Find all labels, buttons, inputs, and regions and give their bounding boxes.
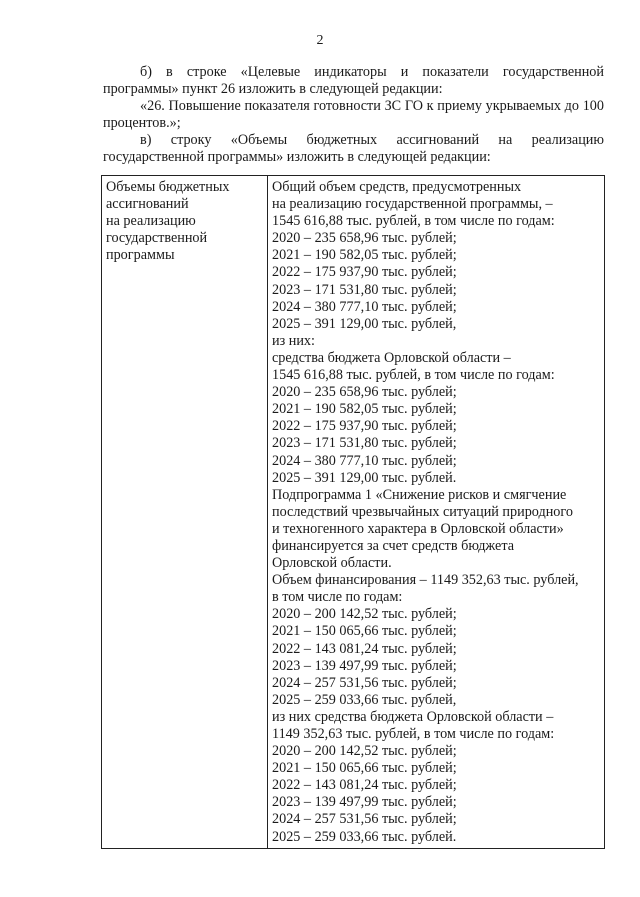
content-line: 2022 – 175 937,90 тыс. рублей;: [272, 418, 457, 435]
content-line: 2022 – 143 081,24 тыс. рублей;: [272, 640, 457, 657]
intro-paragraph-v: в) строку «Объемы бюджетных ассигнований на реализацию государственной программы» изложить в следующей редакции:: [103, 132, 604, 165]
content-line: 2020 – 200 142,52 тыс. рублей;: [272, 606, 457, 623]
label-line: Объемы бюджетных: [106, 179, 230, 195]
content-line: 2025 – 391 129,00 тыс. рублей.: [272, 469, 457, 486]
content-line: 2025 – 259 033,66 тыс. рублей.: [272, 828, 457, 845]
content-line: Объем финансирования – 1149 352,63 тыс. рублей,: [272, 572, 579, 589]
content-line: Подпрограмма 1 «Снижение рисков и смягчение: [272, 486, 567, 503]
content-line: 1149 352,63 тыс. рублей, в том числе по годам:: [272, 726, 555, 742]
content-line: 2025 – 391 129,00 тыс. рублей,: [272, 315, 457, 332]
content-line: последствий чрезвычайных ситуаций природного: [272, 503, 573, 520]
content-line: Общий объем средств, предусмотренных: [272, 179, 522, 195]
content-line: средства бюджета Орловской области –: [272, 349, 511, 366]
content-line: и техногенного характера в Орловской области»: [272, 520, 564, 537]
content-line: 2023 – 139 497,99 тыс. рублей;: [272, 794, 457, 811]
budget-table: [101, 175, 605, 849]
content-line: 2020 – 235 658,96 тыс. рублей;: [272, 230, 457, 247]
content-line: 2021 – 150 065,66 тыс. рублей;: [272, 760, 457, 777]
content-line: Орловской области.: [272, 555, 392, 572]
content-line: 2021 – 190 582,05 тыс. рублей;: [272, 247, 457, 264]
content-line: 2022 – 175 937,90 тыс. рублей;: [272, 264, 457, 281]
label-line: на реализацию: [106, 213, 196, 230]
content-line: 2021 – 190 582,05 тыс. рублей;: [272, 401, 457, 418]
budget-table-row: [102, 176, 605, 849]
intro-paragraph-quote: «26. Повышение показателя готовности ЗС ГО к приему укрываемых до 100 процентов.»;: [103, 98, 604, 131]
intro-text: [103, 64, 604, 166]
label-line: ассигнований: [106, 196, 189, 213]
budget-label-cell: [102, 176, 268, 849]
content-line: финансируется за счет средств бюджета: [272, 537, 515, 554]
page-number: 2: [316, 33, 324, 48]
content-line: 1545 616,88 тыс. рублей, в том числе по годам:: [272, 367, 555, 384]
content-line: 2020 – 200 142,52 тыс. рублей;: [272, 743, 457, 760]
intro-paragraph-b: б) в строке «Целевые индикаторы и показатели государственной программы» пункт 26 изложить в следующей редакции:: [103, 64, 604, 97]
label-line: государственной: [106, 230, 208, 247]
content-line: 2023 – 139 497,99 тыс. рублей;: [272, 657, 457, 674]
content-line: на реализацию государственной программы, –: [272, 196, 553, 213]
content-line: 2024 – 257 531,56 тыс. рублей;: [272, 674, 457, 691]
content-line: 2024 – 380 777,10 тыс. рублей;: [272, 452, 457, 469]
content-line: 2023 – 171 531,80 тыс. рублей;: [272, 435, 457, 452]
content-line: 1545 616,88 тыс. рублей, в том числе по годам:: [272, 213, 555, 230]
content-line: 2021 – 150 065,66 тыс. рублей;: [272, 623, 457, 640]
content-line: 2020 – 235 658,96 тыс. рублей;: [272, 384, 457, 401]
budget-content-cell: [268, 176, 605, 849]
content-line: 2022 – 143 081,24 тыс. рублей;: [272, 777, 457, 794]
content-line: в том числе по годам:: [272, 589, 403, 606]
content-line: 2024 – 257 531,56 тыс. рублей;: [272, 811, 457, 828]
content-line: из них средства бюджета Орловской области –: [272, 708, 554, 725]
label-line: программы: [106, 247, 175, 264]
content-line: 2025 – 259 033,66 тыс. рублей,: [272, 691, 457, 708]
content-line: 2024 – 380 777,10 тыс. рублей;: [272, 298, 457, 315]
content-line: из них:: [272, 332, 315, 349]
content-line: 2023 – 171 531,80 тыс. рублей;: [272, 281, 457, 298]
